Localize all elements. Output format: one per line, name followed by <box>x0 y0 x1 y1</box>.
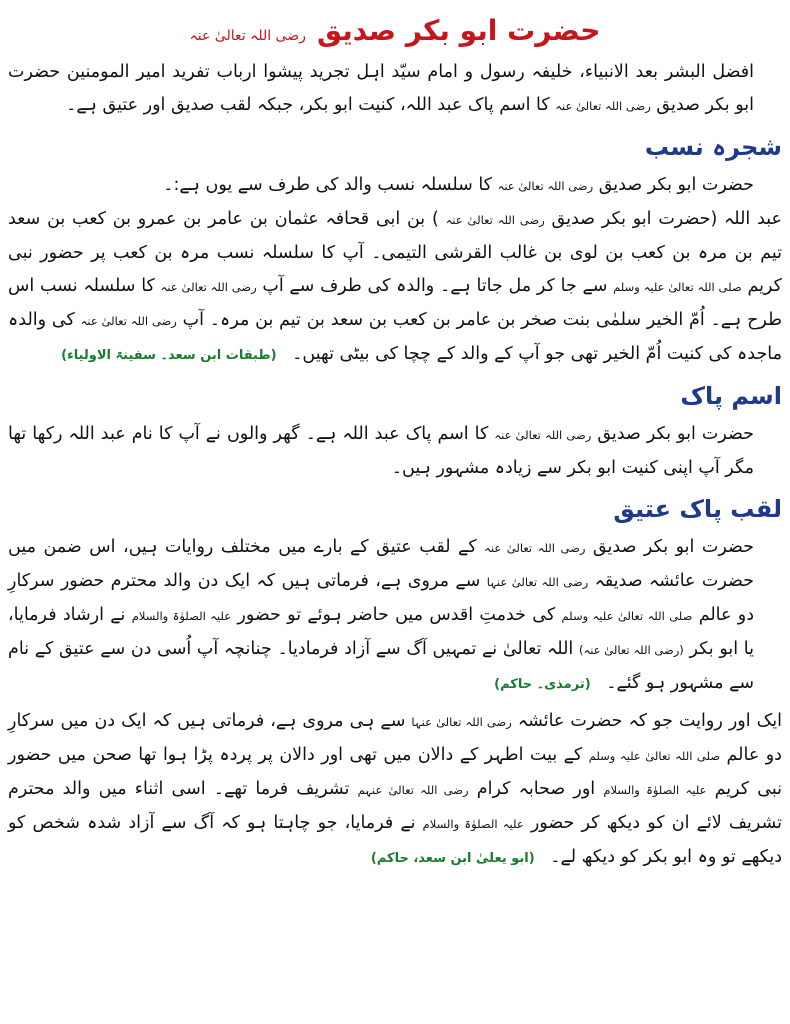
lineage-intro-text-a: حضرت ابو بکر صدیق <box>598 175 754 195</box>
name-text-b: کا اسم پاک عبد اللہ ہے۔ گھر والوں نے آپ کا نام عبد اللہ رکھا تھا مگر آپ اپنی کنیت ابو بکر سے زیادہ مشہور ہیں۔ <box>8 424 754 478</box>
intro-honor: رضی اللہ تعالیٰ عنہ <box>555 99 651 113</box>
title-main: حضرت ابو بکر صدیق <box>316 14 601 47</box>
atiq2-salutation-2: علیہ الصلوٰۃ والسلام <box>603 783 707 797</box>
name-paragraph <box>8 418 782 485</box>
section-heading-title-atiq: لقب پاک عتیق <box>613 495 782 523</box>
lineage-text-c: سے جا کر مل جاتا ہے۔ والدہ کی طرف سے آپ <box>262 276 608 296</box>
atiq1-honor-2: رضی اللہ تعالیٰ عنہا <box>486 575 589 589</box>
name-text-a: حضرت ابو بکر صدیق <box>597 424 754 444</box>
lineage-intro-honor: رضی اللہ تعالیٰ عنہ <box>497 179 594 193</box>
atiq1-honor-1: رضی اللہ تعالیٰ عنہ <box>484 541 586 555</box>
name-honor: رضی اللہ تعالیٰ عنہ <box>494 428 592 442</box>
section-heading-name: اسم پاک <box>680 382 782 410</box>
atiq2-text-f: نے فرمایا، جو چاہتا ہو کہ آگ سے آزاد شدہ شخص کو دیکھے تو وہ ابو بکر کو دیکھ لے۔ <box>8 813 782 867</box>
lineage-honor-1: رضی اللہ تعالیٰ عنہ <box>445 213 545 227</box>
section-heading-lineage: شجرہ نسب <box>644 133 782 161</box>
lineage-text-a: عبد اللہ (حضرت ابو بکر صدیق <box>551 209 782 229</box>
atiq1-text-c: سے مروی ہے، فرماتی ہیں کہ ایک دن والد محترم حضور سرکارِ دو عالم <box>8 571 754 625</box>
atiq2-reference: (ابو یعلیٰ ابن سعد، حاکم) <box>370 851 535 866</box>
atiq1-reference: (ترمذی۔ حاکم) <box>494 677 591 692</box>
atiq1-text-b: کے لقب عتیق کے بارے میں مختلف روایات ہیں، اس ضمن میں حضرت عائشہ صدیقہ <box>8 537 754 591</box>
title-honor: رضی اللہ تعالیٰ عنہ <box>189 28 306 44</box>
atiq2-text-d: اور صحابہ کرام <box>476 779 596 799</box>
atiq-paragraph-1 <box>8 531 782 701</box>
atiq2-salutation-3: علیہ الصلوٰۃ والسلام <box>422 817 524 831</box>
lineage-honor-3: رضی اللہ تعالیٰ عنہ <box>80 314 177 328</box>
atiq1-honor-3: (رضی اللہ تعالیٰ عنہ) <box>578 643 684 657</box>
lineage-reference: (طبقات ابن سعد۔ سفینۃ الاولیاء) <box>61 348 277 363</box>
atiq1-text-f: اللہ تعالیٰ نے تمہیں آگ سے آزاد فرمادیا۔ چنانچہ آپ اُسی دن سے عتیق کے نام سے مشہور ہو گئے۔ <box>8 639 754 693</box>
atiq2-text-b: سے ہی مروی ہے، فرماتی ہیں کہ ایک دن میں سرکارِ دو عالم <box>8 711 782 765</box>
atiq2-honor-1: رضی اللہ تعالیٰ عنہا <box>411 715 512 729</box>
intro-line-2: کا اسم پاک عبد اللہ، کنیت ابو بکر، جبکہ لقب صدیق اور عتیق ہے۔ <box>66 95 550 115</box>
atiq1-text-e: نے ارشاد فرمایا، یا ابو بکر <box>8 605 754 659</box>
atiq-paragraph-2 <box>8 705 782 875</box>
lineage-paragraph <box>8 203 782 372</box>
lineage-intro <box>8 169 782 203</box>
intro-paragraph <box>8 56 782 123</box>
atiq2-salutation-1: صلی اللہ تعالیٰ علیہ وسلم <box>588 749 721 763</box>
atiq1-text-d: کی خدمتِ اقدس میں حاضر ہوئے تو حضور <box>237 605 556 625</box>
atiq2-honor-2: رضی اللہ تعالیٰ عنہم <box>357 783 469 797</box>
lineage-text-e: کی والدہ ماجدہ کی کنیت اُمّ الخیر تھی جو آپ کے والد کے چچا کی بیٹی تھیں۔ <box>8 310 782 364</box>
atiq1-salutation-2: علیہ الصلوٰۃ والسلام <box>131 609 232 623</box>
lineage-text-d: کا سلسلہ نسب اس طرح ہے۔ اُمّ الخیر سلمٰی بنت صخر بن عامر بن کعب بن سعد بن تیم بن مرہ۔ آپ <box>8 276 782 330</box>
atiq1-salutation-1: صلی اللہ تعالیٰ علیہ وسلم <box>561 609 693 623</box>
atiq1-text-a: حضرت ابو بکر صدیق <box>592 537 754 557</box>
intro-line-1: افضل البشر بعد الانبیاء، خلیفہ رسول و امام سیّد اہل تجرید پیشوا ارباب تفرید امیر المومنین حضرت ابو بکر صدیق <box>8 62 754 115</box>
lineage-salutation: صلی اللہ تعالیٰ علیہ وسلم <box>613 280 742 294</box>
atiq2-text-e: تشریف فرما تھے۔ اسی اثناء میں والد محترم تشریف لائے ان کو دیکھ کر حضور <box>8 779 782 833</box>
lineage-intro-text-b: کا سلسلہ نسب والد کی طرف سے یوں ہے:۔ <box>163 175 493 195</box>
page-title <box>8 0 782 56</box>
lineage-text-b: ) بن ابی قحافہ عثمان بن عامر بن عمرو بن کعب بن سعد تیم بن مرہ بن کعب بن لوی بن غالب القرشی التیمی۔ آپ کا سلسلہ نسب مرہ بن کعب پر حضور نبی کریم <box>8 209 782 296</box>
atiq2-text-a: ایک اور روایت جو کہ حضرت عائشہ <box>517 711 782 731</box>
atiq2-text-c: کے بیت اطہر کے دالان میں تھی اور دالان پر پردہ پڑا ہوا تھا صحن میں حضور نبی کریم <box>8 745 782 799</box>
lineage-honor-2: رضی اللہ تعالیٰ عنہ <box>160 280 257 294</box>
